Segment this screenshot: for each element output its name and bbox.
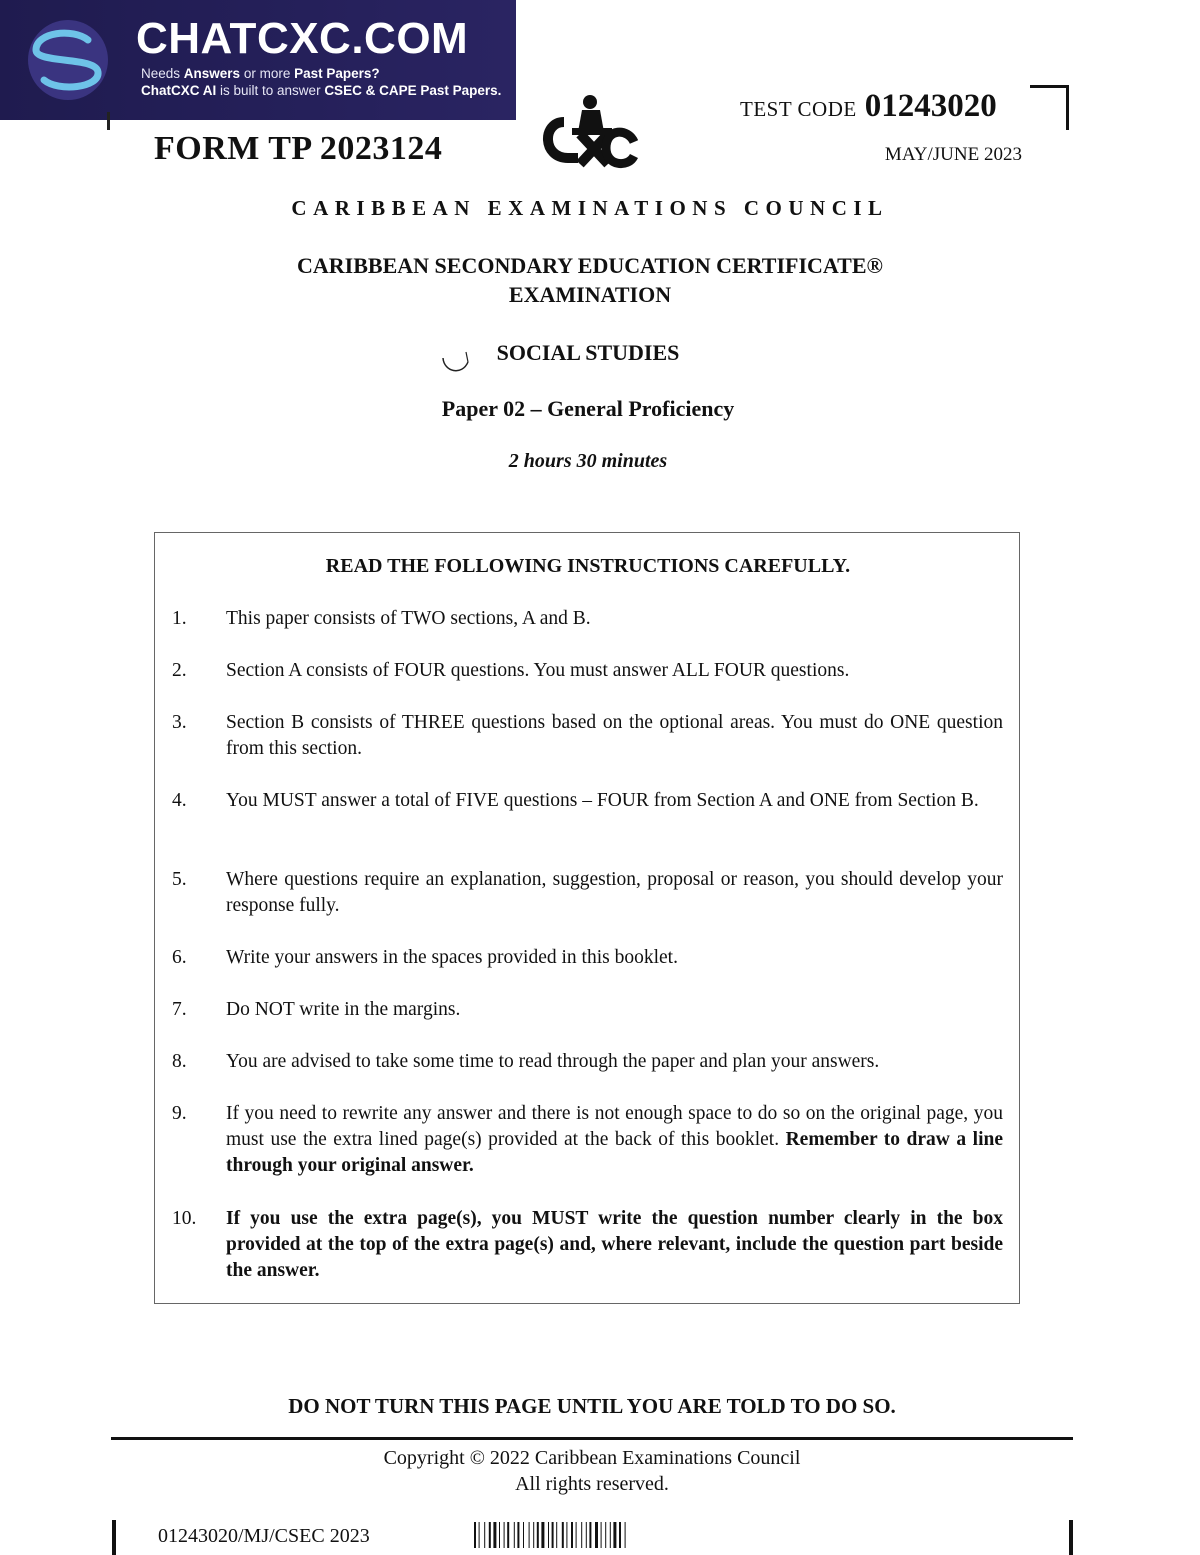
instruction-number: 5.	[172, 869, 187, 890]
instruction-text: Do NOT write in the margins.	[226, 999, 461, 1020]
exam-title-line-1: CARIBBEAN SECONDARY EDUCATION CERTIFICATE®	[297, 253, 883, 278]
chatcxc-banner[interactable]	[0, 0, 516, 120]
paper-code: 01243020/MJ/CSEC 2023	[158, 1525, 370, 1547]
right-footer-mark	[1069, 1520, 1073, 1555]
cxc-logo-icon	[538, 92, 638, 170]
instruction-text: You are advised to take some time to read through the paper and plan your answers.	[226, 1051, 880, 1072]
footer-divider	[111, 1437, 1073, 1440]
instructions-heading: READ THE FOLLOWING INSTRUCTIONS CAREFULLY.	[325, 555, 851, 577]
test-code-value: 01243020	[864, 88, 997, 124]
instruction-number: 10.	[172, 1208, 197, 1229]
banner-title: CHATCXC.COM	[136, 14, 469, 63]
council-name: CARIBBEAN EXAMINATIONS COUNCIL	[291, 196, 889, 220]
exam-session: MAY/JUNE 2023	[884, 144, 1022, 165]
instruction-number: 9.	[172, 1103, 187, 1124]
instruction-text: If you use the extra page(s), you MUST write the question number clearly in the box provided at the top of the extra page(s) and, where relevant, include the question part beside the answer.	[226, 1208, 1003, 1281]
subject-title: SOCIAL STUDIES	[496, 340, 680, 365]
exam-title-line-2: EXAMINATION	[508, 282, 672, 307]
left-footer-mark	[112, 1520, 116, 1555]
instruction-number: 6.	[172, 947, 187, 968]
corner-registration-mark	[1030, 85, 1069, 130]
banner-tagline-2: ChatCXC AI is built to answer CSEC & CAPE Past Papers.	[141, 83, 502, 98]
exam-duration: 2 hours 30 minutes	[508, 450, 668, 472]
test-code-label: TEST CODE	[740, 97, 857, 121]
instruction-number: 3.	[172, 712, 187, 733]
instruction-text: Write your answers in the spaces provided in this booklet.	[226, 947, 678, 968]
instruction-text: Where questions require an explanation, suggestion, proposal or reason, you should develop your response fully.	[226, 869, 1003, 916]
banner-tagline-1: Needs Answers or more Past Papers?	[141, 66, 380, 81]
instruction-text: This paper consists of TWO sections, A and B.	[226, 608, 591, 629]
chatcxc-logo-icon	[18, 18, 118, 102]
rights-reserved: All rights reserved.	[515, 1473, 669, 1495]
form-code: FORM TP 2023124	[154, 130, 443, 167]
instruction-number: 1.	[172, 608, 187, 629]
do-not-turn-warning: DO NOT TURN THIS PAGE UNTIL YOU ARE TOLD TO DO SO.	[288, 1394, 896, 1418]
test-code	[740, 88, 997, 125]
left-registration-mark	[107, 112, 110, 130]
instruction-text: If you need to rewrite any answer and there is not enough space to do so on the original page, you must use the extra lined page(s) provided at the back of this booklet. Remember to draw a line through your original answer.	[226, 1103, 1003, 1176]
instruction-number: 2.	[172, 660, 187, 681]
instruction-text: You MUST answer a total of FIVE questions – FOUR from Section A and ONE from Section B.	[226, 790, 979, 811]
instruction-text: Section A consists of FOUR questions. You must answer ALL FOUR questions.	[226, 660, 850, 681]
instruction-number: 8.	[172, 1051, 187, 1072]
instruction-number: 7.	[172, 999, 187, 1020]
instruction-text: Section B consists of THREE questions based on the optional areas. You must do ONE question from this section.	[226, 712, 1003, 759]
paper-title: Paper 02 – General Proficiency	[441, 396, 735, 421]
instruction-emphasis: Remember to draw a line through your original answer.	[226, 1129, 1003, 1176]
barcode-icon	[474, 1522, 710, 1555]
copyright-notice: Copyright © 2022 Caribbean Examinations Council	[383, 1447, 801, 1469]
instruction-number: 4.	[172, 790, 187, 811]
